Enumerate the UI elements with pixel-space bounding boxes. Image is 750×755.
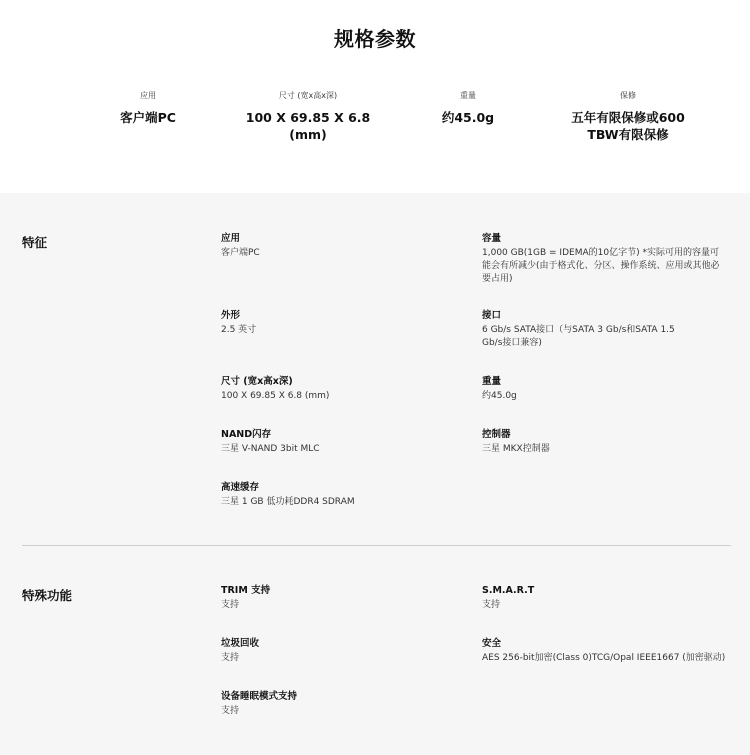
spec-nand-flash [221, 428, 476, 456]
spec-value: 支持 [221, 706, 240, 716]
summary-label: 应用 [140, 91, 156, 100]
spec-value: 三星 V-NAND 3bit MLC [221, 444, 320, 454]
summary-label: 重量 [460, 91, 476, 100]
spec-label: 设备睡眠模式支持 [221, 691, 298, 702]
spec-value: 1,000 GB(1GB = IDEMA的10亿字节) *实际可用的容量可能会有所减少(由于格式化、分区、操作系统、应用或其他必要占用) [482, 248, 720, 284]
spec-value: 支持 [221, 653, 240, 663]
summary-label: 保修 [620, 91, 636, 100]
spec-label: 高速缓存 [221, 482, 260, 493]
summary-value: 100 X 69.85 X 6.8 (mm) [245, 110, 371, 142]
spec-capacity [482, 232, 722, 286]
spec-label: S.M.A.R.T [482, 585, 535, 596]
spec-controller [482, 428, 737, 456]
spec-label: 尺寸 (宽x高x深) [221, 376, 293, 387]
section-title-features: 特征 [22, 235, 48, 250]
spec-trim [221, 584, 476, 612]
spec-value: AES 256-bit加密(Class 0)TCG/Opal IEEE1667 (加密驱动) [482, 653, 726, 663]
spec-label: 安全 [482, 638, 502, 649]
spec-label: 容量 [482, 233, 502, 244]
spec-label: 应用 [221, 233, 241, 244]
spec-value: 100 X 69.85 X 6.8 (mm) [221, 391, 330, 401]
spec-value: 三星 1 GB 低功耗DDR4 SDRAM [221, 497, 355, 507]
spec-smart [482, 584, 737, 612]
spec-form-factor [221, 309, 476, 337]
spec-value: 2.5 英寸 [221, 325, 257, 335]
spec-dimensions [221, 375, 476, 403]
summary-label: 尺寸 (宽x高x深) [278, 91, 338, 100]
spec-label: 垃圾回收 [221, 638, 260, 649]
spec-device-sleep [221, 690, 476, 718]
summary-value: 客户端PC [120, 110, 176, 125]
spec-security [482, 637, 732, 665]
spec-label: 重量 [482, 376, 502, 387]
summary-header [0, 0, 750, 193]
spec-value: 支持 [221, 600, 240, 610]
spec-label: 控制器 [482, 429, 511, 440]
spec-interface [482, 309, 682, 350]
summary-dimensions [233, 90, 383, 143]
spec-value: 支持 [482, 600, 501, 610]
summary-warranty [563, 90, 693, 143]
spec-label: NAND闪存 [221, 429, 272, 440]
spec-value: 6 Gb/s SATA接口（与SATA 3 Gb/s和SATA 1.5 Gb/s接口兼容) [482, 325, 675, 348]
spec-application [221, 232, 476, 260]
summary-application [98, 90, 198, 126]
page-title: 规格参数 [334, 27, 416, 51]
spec-label: 接口 [482, 310, 502, 321]
spec-garbage-collection [221, 637, 476, 665]
spec-label: TRIM 支持 [221, 585, 271, 596]
spec-weight [482, 375, 737, 403]
spec-label: 外形 [221, 310, 241, 321]
summary-value: 五年有限保修或600 TBW有限保修 [571, 110, 685, 142]
spec-value: 三星 MKX控制器 [482, 444, 550, 454]
section-divider [22, 545, 731, 546]
spec-value: 约45.0g [482, 391, 517, 401]
summary-value: 约45.0g [441, 110, 495, 125]
summary-weight [418, 90, 518, 126]
section-title-special: 特殊功能 [22, 588, 73, 603]
spec-value: 客户端PC [221, 248, 260, 258]
spec-cache [221, 481, 476, 509]
